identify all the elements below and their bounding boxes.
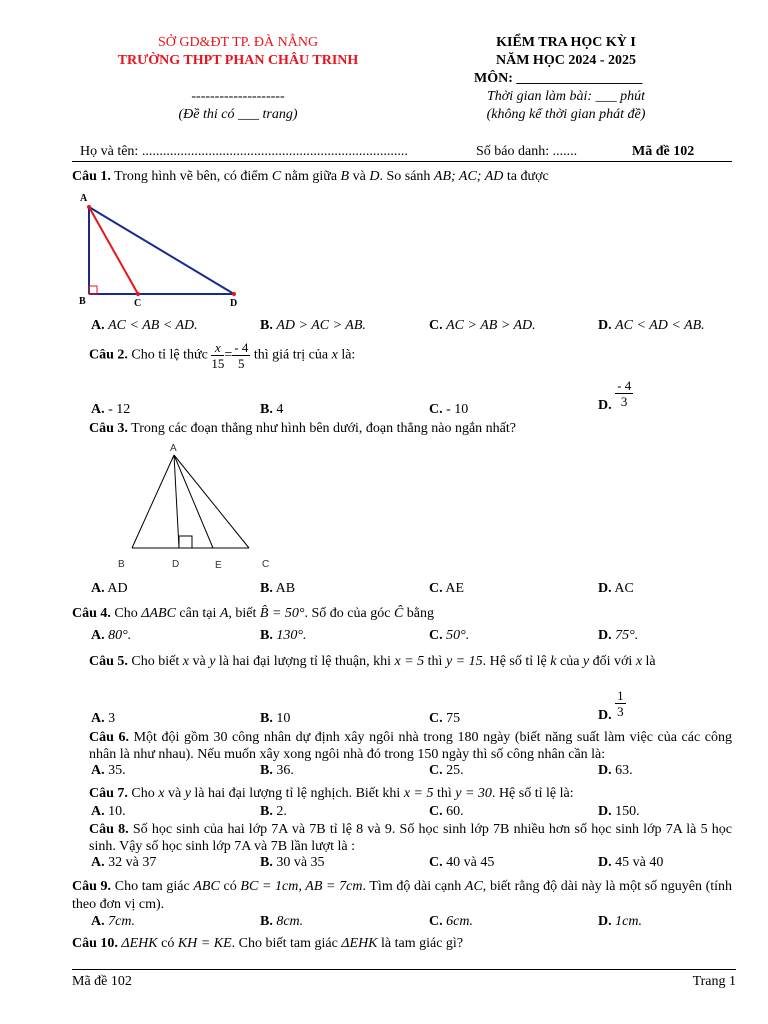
option-label: B. — [260, 318, 273, 333]
q6-option-d[interactable] — [598, 763, 633, 779]
exam-code: Mã đề 102 — [632, 144, 695, 159]
header-divider — [72, 161, 732, 162]
fraction — [211, 340, 224, 371]
label-c: C — [134, 298, 142, 309]
math-expr: ΔEHK — [121, 936, 158, 951]
question-text: . Hệ số tỉ lệ — [482, 654, 547, 669]
option-label: A. — [91, 855, 105, 870]
segment-ae — [174, 455, 213, 548]
question-text: Cho biết — [131, 654, 180, 669]
student-id-field: Số báo danh: ....... — [476, 144, 578, 159]
option-label: A. — [91, 711, 105, 726]
question-label: Câu 2. — [89, 347, 128, 363]
option-label: B. — [260, 763, 273, 778]
q4-option-d[interactable] — [598, 628, 638, 644]
option-value: 2. — [276, 804, 287, 819]
option-value: 10. — [108, 804, 126, 819]
q1-figure — [76, 190, 248, 310]
right-angle-mark — [89, 286, 97, 294]
question-10 — [72, 936, 463, 952]
question-text: đối với — [592, 654, 633, 669]
math-var: C — [271, 169, 282, 184]
pages-note: (Đề thi có ___ trang) — [178, 107, 298, 122]
student-name-field: Họ và tên: ............................................................................ — [80, 144, 408, 159]
q5-option-d[interactable] — [598, 688, 626, 723]
q2-option-a[interactable] — [91, 402, 130, 418]
option-value: 63. — [615, 763, 633, 778]
option-label: D. — [598, 855, 612, 870]
q2-option-b[interactable] — [260, 402, 283, 418]
option-value: 3 — [108, 711, 116, 726]
question-label: Câu 1. — [72, 169, 111, 184]
label-b: B — [79, 296, 86, 307]
fraction-denominator: 3 — [620, 394, 628, 409]
option-label: C. — [429, 855, 443, 870]
math-var: y — [209, 654, 216, 669]
label-a: A — [170, 443, 177, 454]
question-6 — [89, 729, 732, 763]
question-3 — [89, 421, 516, 437]
math-var: x — [158, 786, 165, 801]
question-text: Số học sinh của hai lớp 7A và 7B tỉ lệ 8 và 9. Số học sinh lớp 7B nhiều hơn số học sinh lớp 7A là 5 học sinh. Vậy số học sinh lớp 7A và 7B lần lượt là : — [89, 822, 732, 854]
question-text: . Tìm độ dài cạnh — [362, 879, 462, 894]
option-label: A. — [91, 628, 105, 643]
math-var: x — [635, 654, 643, 669]
question-text: thì giá trị của — [253, 347, 329, 363]
question-text: và — [352, 169, 366, 184]
fraction-numerator: x — [211, 340, 224, 356]
option-value: 35. — [108, 763, 126, 778]
option-value: 40 và 45 — [446, 855, 495, 870]
question-text: . Số đo của góc — [304, 606, 391, 621]
option-value: 60. — [446, 804, 464, 819]
segment-ad — [174, 455, 179, 548]
label-c: C — [262, 559, 270, 570]
q1-option-a[interactable] — [91, 318, 198, 334]
math-expr: Ĉ — [393, 606, 404, 621]
option-label: B. — [260, 855, 273, 870]
fraction-numerator: 1 — [617, 688, 624, 703]
q4-option-a[interactable] — [91, 628, 131, 644]
label-a: A — [80, 193, 88, 204]
option-label: C. — [429, 711, 443, 726]
q8-option-a[interactable] — [91, 855, 156, 871]
option-label: B. — [260, 711, 273, 726]
math-expr: x = 5 — [394, 654, 425, 669]
question-label: Câu 3. — [89, 421, 128, 436]
fraction-denominator: 5 — [238, 356, 245, 371]
math-var: x — [331, 347, 338, 363]
option-value: - 10 — [446, 402, 469, 417]
option-value: 75°. — [615, 628, 639, 643]
q8-option-c[interactable] — [429, 855, 494, 871]
question-text: Trong các đoạn thẳng như hình bên dưới, đoạn thẳng nào ngắn nhất? — [131, 421, 516, 436]
option-value: 30 và 35 — [276, 855, 325, 870]
option-value: 32 và 37 — [108, 855, 157, 870]
math-var: D — [369, 169, 380, 184]
question-text: là hai đại lượng tỉ lệ thuận, khi — [218, 654, 391, 669]
right-angle-mark — [179, 536, 192, 548]
question-label: Câu 6. — [89, 730, 129, 745]
question-text: cân tại — [179, 606, 217, 621]
math-expr: AC — [464, 879, 483, 894]
option-value: 45 và 40 — [615, 855, 664, 870]
math-expr: B̂ = 50° — [259, 606, 305, 621]
q3-option-c[interactable] — [429, 581, 464, 597]
option-value: AB — [275, 581, 296, 596]
math-var: x — [182, 654, 189, 669]
math-var: k — [550, 654, 557, 669]
question-text: bằng — [406, 606, 435, 621]
math-var: A — [219, 606, 229, 621]
question-text: Cho — [114, 606, 138, 621]
q3-option-d[interactable] — [598, 581, 634, 597]
fraction — [615, 378, 633, 409]
question-text: của — [559, 654, 580, 669]
q5-option-b[interactable] — [260, 711, 290, 727]
option-value: 36. — [276, 763, 294, 778]
option-label: A. — [91, 581, 105, 596]
segment-ac — [89, 207, 138, 294]
segment-ab — [132, 455, 174, 548]
label-d: D — [230, 298, 238, 309]
math-expr: ΔEHK — [341, 936, 378, 951]
fraction-denominator: 15 — [211, 356, 225, 371]
option-value: 4 — [276, 402, 284, 417]
school-name: TRƯỜNG THPT PHAN CHÂU TRINH — [117, 53, 359, 68]
question-text: có — [161, 936, 175, 951]
q4-option-c[interactable] — [429, 628, 469, 644]
option-label: B. — [260, 914, 273, 929]
fraction — [232, 340, 250, 371]
option-label: A. — [91, 914, 105, 929]
equals-sign: = — [224, 347, 233, 363]
q9-option-b[interactable] — [260, 914, 303, 930]
question-text: là tam giác gì? — [381, 936, 464, 951]
math-expr: KH = KE — [177, 936, 232, 951]
option-value: 7cm. — [108, 914, 135, 929]
question-text: thì — [436, 786, 452, 801]
option-value: AE — [445, 581, 465, 596]
question-label: Câu 10. — [72, 936, 118, 951]
math-var: y — [184, 786, 191, 801]
question-text: là hai đại lượng tỉ lệ nghịch. Biết khi — [194, 786, 401, 801]
option-value: 50°. — [446, 628, 470, 643]
math-expr: x = 5 — [403, 786, 434, 801]
time-note: (không kể thời gian phát đề) — [486, 107, 646, 122]
math-var: y — [582, 654, 590, 669]
question-label: Câu 8. — [89, 822, 129, 837]
q9-option-c[interactable] — [429, 914, 473, 930]
department-name: SỞ GD&ĐT TP. ĐÀ NẴNG — [157, 35, 319, 50]
option-value: 25. — [446, 763, 464, 778]
math-expr: ΔABC — [141, 606, 176, 621]
question-label: Câu 9. — [72, 879, 112, 894]
q8-option-b[interactable] — [260, 855, 325, 871]
question-label: Câu 7. — [89, 786, 128, 801]
option-value: AC < AB < AD. — [108, 318, 198, 333]
option-label: A. — [91, 804, 105, 819]
question-text: . Cho biết tam giác — [231, 936, 338, 951]
option-value: AC < AD < AB. — [615, 318, 705, 333]
fraction-numerator: - 4 — [234, 340, 249, 355]
q2-option-d[interactable] — [598, 378, 633, 413]
math-expr: ABC — [193, 879, 220, 894]
q3-figure — [112, 440, 282, 575]
q7-option-a[interactable] — [91, 804, 126, 820]
math-var: B — [340, 169, 350, 184]
question-2 — [89, 340, 355, 371]
subject-line: MÔN: __________________ — [474, 71, 643, 86]
option-label: D. — [598, 914, 612, 929]
option-label: C. — [429, 402, 443, 417]
footer-divider — [72, 969, 736, 970]
option-value: 75 — [446, 711, 461, 726]
question-text: ta được — [506, 169, 549, 184]
option-value: 10 — [276, 711, 291, 726]
label-d: D — [172, 559, 180, 570]
fraction — [615, 688, 626, 719]
option-label: C. — [429, 318, 443, 333]
q5-option-a[interactable] — [91, 711, 115, 727]
option-label: D. — [598, 804, 612, 819]
q1-option-d[interactable] — [598, 318, 705, 334]
option-label: C. — [429, 628, 443, 643]
option-label: C. — [429, 914, 443, 929]
option-label: B. — [260, 804, 273, 819]
segment-ac — [174, 455, 249, 548]
q7-option-b[interactable] — [260, 804, 287, 820]
segment-ad — [89, 207, 234, 294]
q3-option-b[interactable] — [260, 581, 295, 597]
option-value: AC — [614, 581, 634, 596]
footer-exam-code: Mã đề 102 — [72, 974, 132, 989]
question-text: . Hệ số tỉ lệ là: — [491, 786, 574, 801]
option-label: A. — [91, 402, 105, 417]
option-value: 130°. — [276, 628, 307, 643]
option-value: AC > AB > AD. — [446, 318, 536, 333]
option-label: D. — [598, 628, 612, 643]
option-label: D. — [598, 397, 612, 413]
label-b: B — [118, 559, 125, 570]
point-c — [136, 292, 140, 296]
question-text: . So sánh — [379, 169, 431, 184]
math-expr: y = 30 — [455, 786, 492, 801]
question-9 — [72, 878, 732, 914]
question-7 — [89, 786, 574, 802]
question-text: Trong hình vẽ bên, có điểm — [114, 169, 269, 184]
q1-option-c[interactable] — [429, 318, 536, 334]
math-expr: AB; AC; AD — [433, 169, 504, 184]
q2-option-c[interactable] — [429, 402, 468, 418]
question-text: có — [223, 879, 237, 894]
q9-option-d[interactable] — [598, 914, 642, 930]
option-label: D. — [598, 763, 612, 778]
q7-option-c[interactable] — [429, 804, 464, 820]
option-label: D. — [598, 318, 612, 333]
option-label: C. — [429, 804, 443, 819]
question-8 — [89, 821, 732, 855]
question-label: Câu 4. — [72, 606, 111, 621]
question-text: là — [645, 654, 656, 669]
school-year: NĂM HỌC 2024 - 2025 — [496, 53, 636, 68]
label-e: E — [215, 560, 222, 571]
q6-option-b[interactable] — [260, 763, 294, 779]
option-value: 1cm. — [615, 914, 642, 929]
q7-option-d[interactable] — [598, 804, 640, 820]
option-value: AD — [107, 581, 128, 596]
question-text: nằm giữa — [284, 169, 338, 184]
question-text: là: — [341, 347, 356, 363]
q6-option-a[interactable] — [91, 763, 126, 779]
question-label: Câu 5. — [89, 654, 128, 669]
option-value: 80°. — [108, 628, 132, 643]
option-label: B. — [260, 628, 273, 643]
option-value: 8cm. — [276, 914, 304, 929]
q4-option-b[interactable] — [260, 628, 306, 644]
exam-title: KIỂM TRA HỌC KỲ I — [496, 35, 636, 50]
q3-option-a[interactable] — [91, 581, 128, 597]
question-4 — [72, 606, 434, 622]
footer-page-number: Trang 1 — [692, 974, 736, 989]
question-text: thì — [427, 654, 443, 669]
option-label: C. — [429, 581, 443, 596]
option-value: AD > AC > AB. — [276, 318, 366, 333]
question-text: và — [167, 786, 182, 801]
question-text: Cho — [131, 786, 155, 801]
option-label: A. — [91, 763, 105, 778]
question-text: , biết — [228, 606, 257, 621]
q5-option-c[interactable] — [429, 711, 460, 727]
option-value: - 12 — [108, 402, 131, 417]
fraction-numerator: - 4 — [617, 378, 632, 393]
header-dashes: -------------------- — [191, 89, 285, 104]
question-1 — [72, 169, 549, 185]
option-label: D. — [598, 581, 612, 596]
q8-option-d[interactable] — [598, 855, 663, 871]
question-text: Cho tỉ lệ thức — [131, 347, 208, 363]
question-text: Một đội gồm 30 công nhân dự định xây ngôi nhà trong 180 ngày (biết năng suất làm việc của các công nhân là như nhau). Nếu muốn xây xong ngôi nhà đó trong 150 ngày thì số công nhân cần là: — [89, 730, 732, 762]
question-5 — [89, 653, 732, 670]
q1-option-b[interactable] — [260, 318, 366, 334]
math-expr: BC = 1cm, AB = 7cm — [240, 879, 363, 894]
question-text: và — [192, 654, 206, 669]
option-label: B. — [260, 581, 273, 596]
point-d — [232, 292, 236, 296]
option-value: 6cm. — [446, 914, 473, 929]
question-text: Cho tam giác — [114, 879, 190, 894]
q9-option-a[interactable] — [91, 914, 135, 930]
math-expr: y = 15 — [445, 654, 483, 669]
option-label: C. — [429, 763, 443, 778]
option-label: B. — [260, 402, 273, 417]
question-text: , biết rằng độ dài này là một số nguyên (tính theo đơn vị cm). — [72, 879, 733, 912]
time-line: Thời gian làm bài: ___ phút — [487, 89, 645, 104]
q6-option-c[interactable] — [429, 763, 464, 779]
fraction-denominator: 3 — [617, 704, 624, 719]
option-label: D. — [598, 707, 612, 723]
point-a — [87, 205, 91, 209]
option-label: A. — [91, 318, 105, 333]
option-value: 150. — [615, 804, 640, 819]
